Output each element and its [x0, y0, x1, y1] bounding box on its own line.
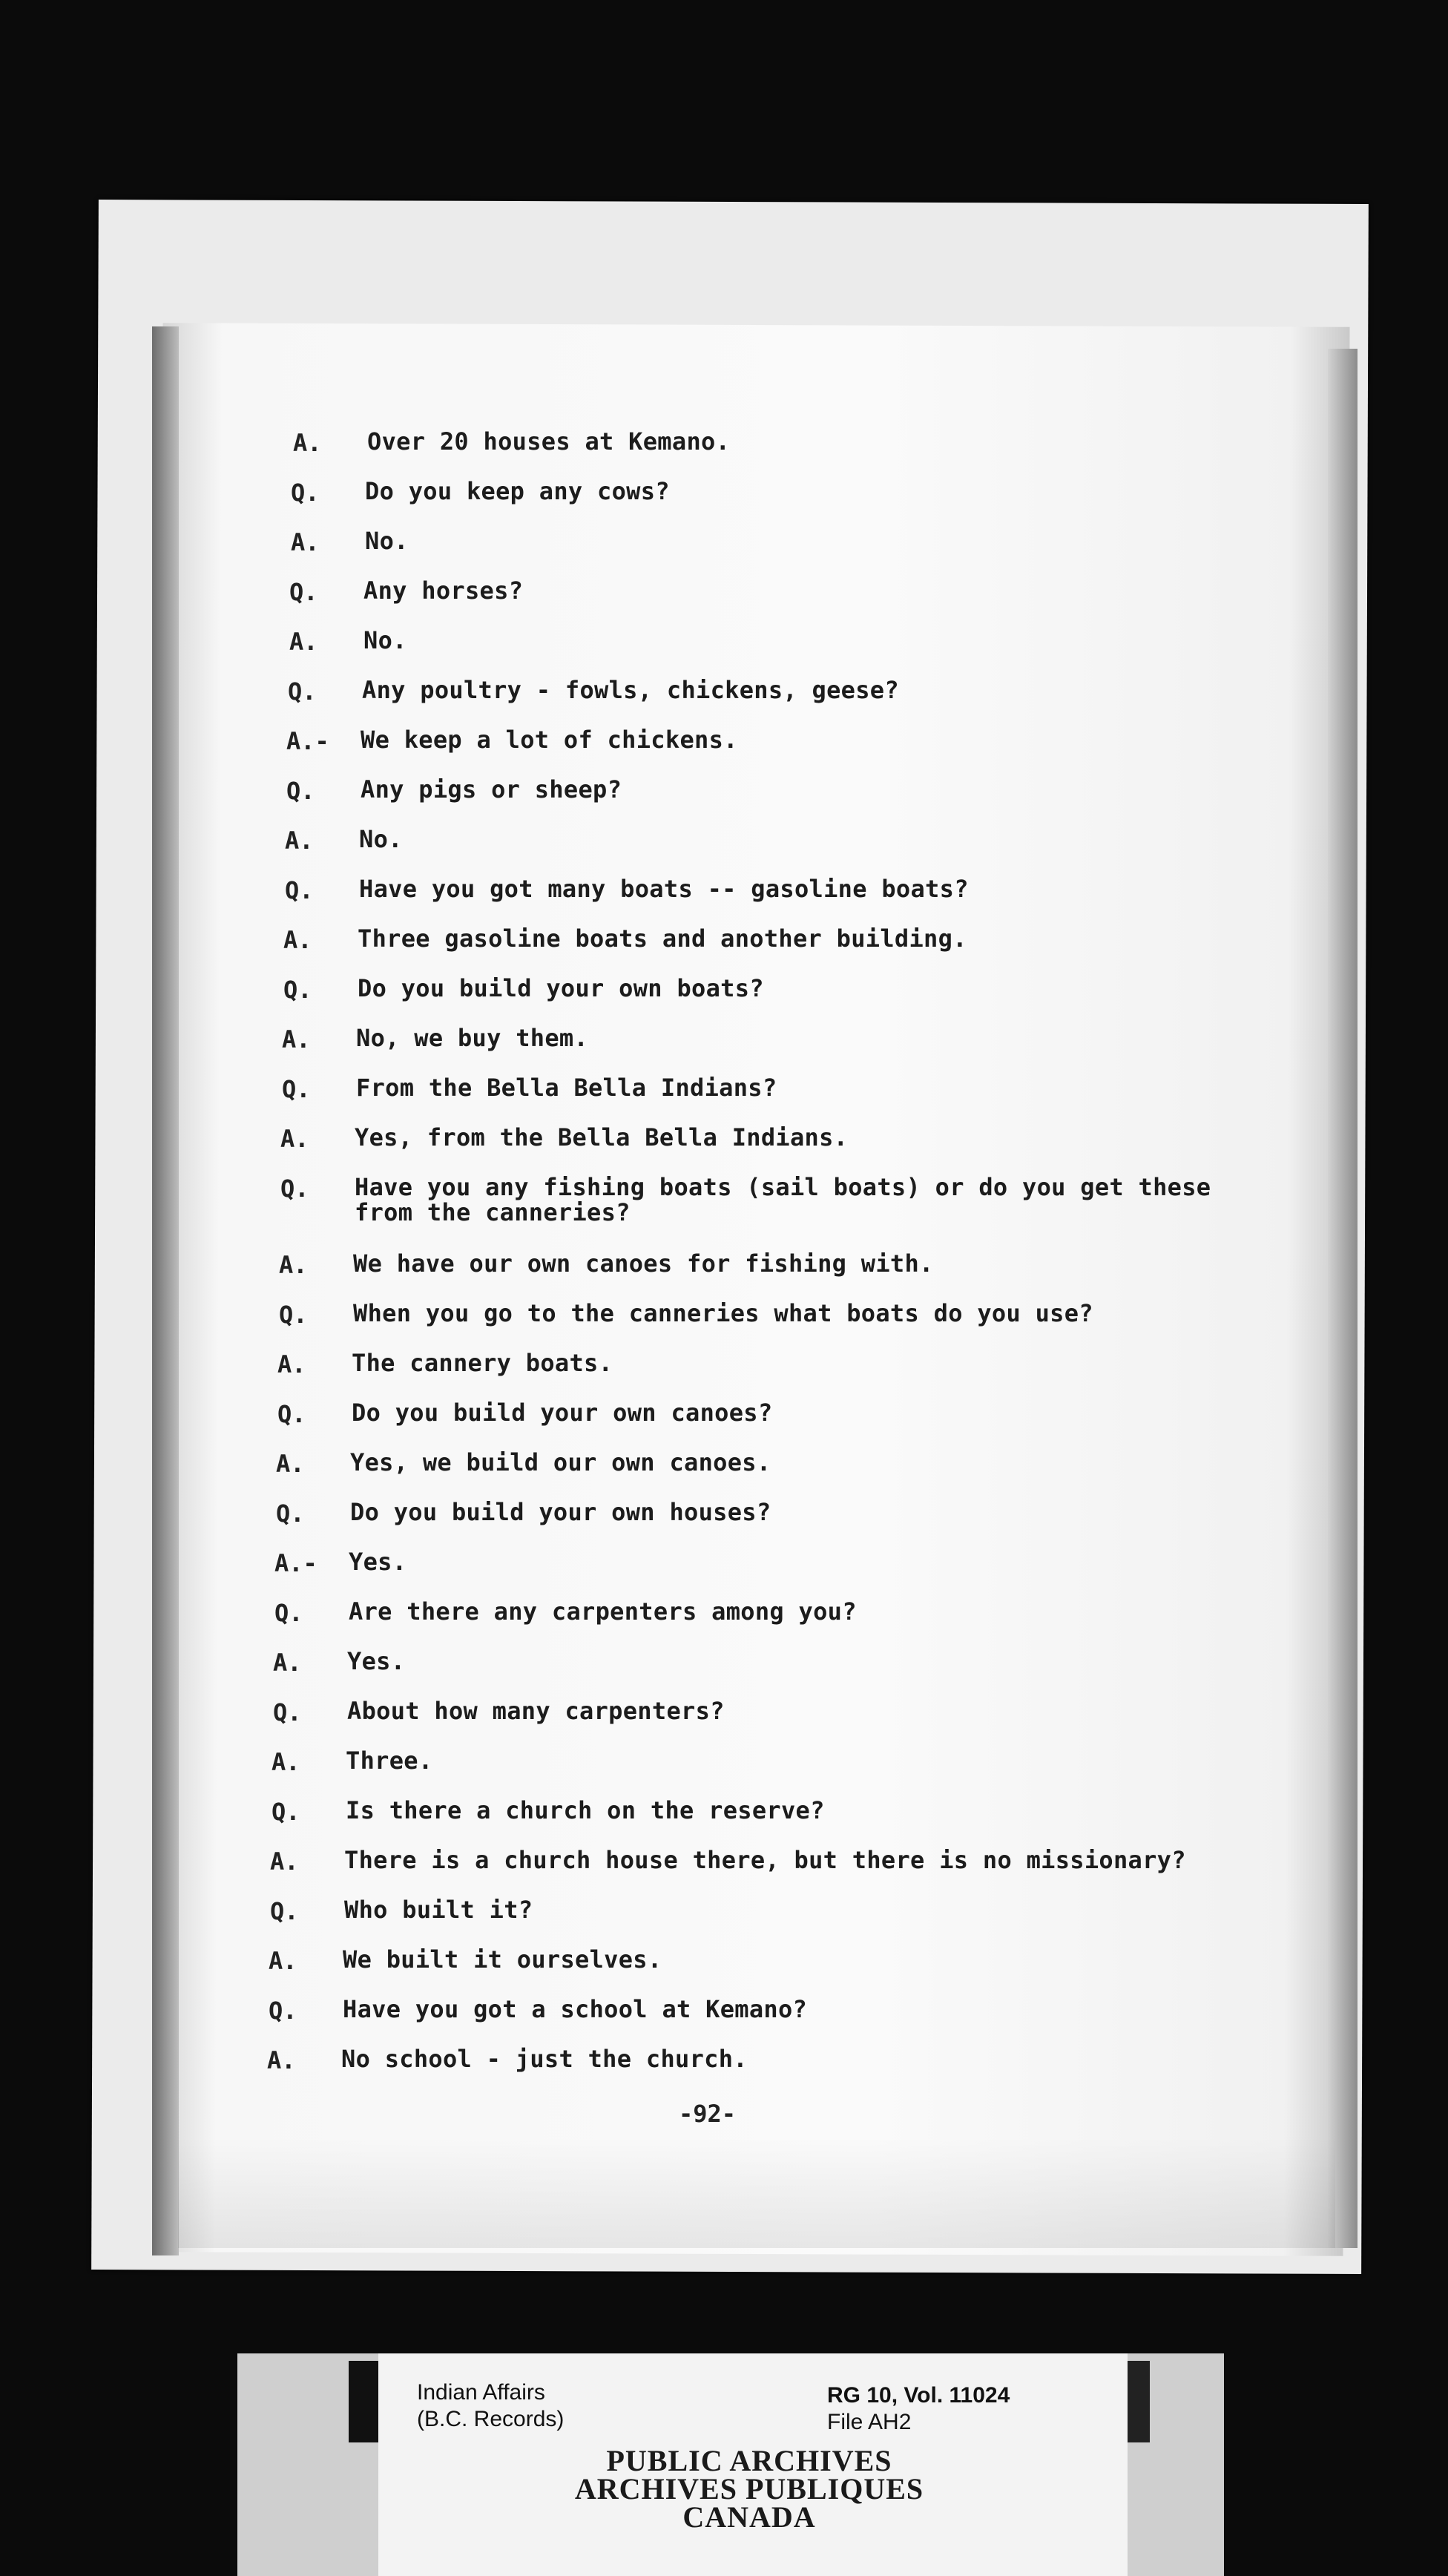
utterance: Are there any carpenters among you? — [349, 1597, 857, 1626]
record-group-reference: RG 10, Vol. 11024 — [827, 2383, 1010, 2408]
utterance: Any pigs or sheep? — [361, 775, 622, 804]
speaker-label: A. — [272, 1748, 300, 1776]
speaker-label: Q. — [269, 1997, 297, 2025]
utterance: Do you build your own houses? — [350, 1498, 771, 1526]
speaker-label: A.- — [286, 727, 329, 755]
speaker-label: A. — [293, 429, 322, 457]
speaker-label: A. — [267, 2046, 296, 2074]
utterance: We keep a lot of chickens. — [361, 726, 738, 754]
speaker-label: Q. — [282, 1075, 311, 1103]
speaker-label: Q. — [288, 677, 317, 706]
utterance: Who built it? — [344, 1896, 533, 1924]
speaker-label: Q. — [286, 777, 315, 805]
transcript-line — [273, 1649, 405, 1678]
speaker-label: A. — [291, 528, 320, 556]
utterance: Three gasoline boats and another building. — [358, 924, 967, 953]
transcript-line — [283, 976, 764, 1005]
speaker-label: A. — [273, 1649, 302, 1677]
speaker-label: Q. — [273, 1698, 302, 1726]
transcript-line — [274, 1599, 857, 1629]
transcript-line — [269, 1947, 662, 1977]
speaker-label: A. — [269, 1947, 297, 1975]
transcript-line — [279, 1251, 934, 1281]
transcript-line — [285, 827, 403, 856]
utterance: We have our own canoes for fishing with. — [353, 1249, 934, 1278]
utterance: There is a church house there, but there is no missionary? — [344, 1846, 1186, 1874]
transcript-line — [269, 1997, 807, 2026]
utterance: Do you keep any cows? — [365, 477, 670, 505]
transcript-line — [277, 1400, 772, 1430]
utterance: The cannery boats. — [352, 1349, 613, 1377]
speaker-label: Q. — [277, 1400, 306, 1428]
archive-stamp-line: PUBLIC ARCHIVES — [606, 2444, 892, 2477]
speaker-label: Q. — [289, 578, 318, 606]
transcript-line — [280, 1174, 1211, 1234]
utterance: Yes, we build our own canoes. — [350, 1448, 771, 1476]
speaker-label: Q. — [274, 1599, 303, 1627]
speaker-label: Q. — [285, 876, 314, 904]
speaker-label: A. — [270, 1847, 299, 1876]
transcript-line — [288, 677, 899, 707]
speaker-label: Q. — [280, 1174, 309, 1203]
transcript-line — [273, 1698, 725, 1728]
speaker-label: Q. — [270, 1897, 299, 1925]
utterance: Is there a church on the reserve? — [346, 1796, 825, 1824]
transcript-line — [270, 1897, 533, 1927]
utterance: No school - just the church. — [341, 2045, 748, 2073]
transcript-line — [276, 1499, 771, 1529]
utterance: Yes, from the Bella Bella Indians. — [355, 1123, 849, 1151]
speaker-label: A. — [282, 1025, 311, 1054]
page-number: -92- — [679, 2100, 737, 2128]
speaker-label: A. — [279, 1251, 308, 1279]
speaker-label: Q. — [272, 1798, 300, 1826]
transcript-line — [267, 2046, 748, 2076]
utterance: Have you got many boats -- gasoline boats? — [359, 875, 969, 903]
transcript-line — [293, 429, 730, 459]
archive-stamp-line: ARCHIVES PUBLIQUES — [574, 2472, 924, 2506]
speaker-label: Q. — [276, 1499, 305, 1528]
utterance: When you go to the canneries what boats do you use? — [353, 1299, 1093, 1327]
transcript-line — [286, 727, 738, 757]
transcript-line — [272, 1798, 825, 1827]
label-shadow-right — [1128, 2361, 1150, 2442]
utterance: Yes. — [349, 1548, 407, 1576]
utterance: We built it ourselves. — [343, 1945, 662, 1974]
utterance: Have you any fishing boats (sail boats) or do you get these from the canneries? — [355, 1173, 1211, 1226]
utterance: About how many carpenters? — [347, 1697, 725, 1725]
transcript-line — [274, 1549, 407, 1579]
transcript-line — [276, 1450, 771, 1479]
transcript-line — [270, 1847, 1186, 1877]
speaker-label: A. — [276, 1450, 305, 1478]
utterance: Do you build your own boats? — [358, 974, 764, 1002]
speaker-label: A. — [289, 628, 318, 656]
speaker-label: Q. — [291, 479, 320, 507]
speaker-label: A. — [280, 1125, 309, 1153]
speaker-label: A. — [285, 827, 314, 855]
speaker-label: A. — [283, 926, 312, 954]
archive-stamp-line: CANADA — [682, 2500, 816, 2534]
utterance: Have you got a school at Kemano? — [343, 1995, 808, 2023]
transcript-line — [285, 876, 969, 906]
transcript-line — [291, 479, 670, 508]
collection-name: Indian Affairs — [417, 2380, 545, 2405]
utterance: No. — [365, 527, 409, 555]
transcript-line — [279, 1301, 1093, 1330]
transcript-line — [280, 1125, 848, 1154]
transcript-line — [277, 1350, 613, 1380]
utterance: Any poultry - fowls, chickens, geese? — [362, 676, 899, 704]
transcript-line — [286, 777, 622, 806]
transcript-line — [282, 1075, 777, 1105]
transcript-line — [272, 1748, 432, 1778]
transcript-line — [289, 578, 523, 608]
speaker-label: A. — [277, 1350, 306, 1379]
transcript-line — [291, 528, 409, 558]
speaker-label: A.- — [274, 1549, 317, 1577]
transcript-line — [282, 1025, 588, 1055]
speaker-label: Q. — [283, 976, 312, 1004]
transcript-line — [283, 926, 967, 956]
utterance: No, we buy them. — [356, 1024, 589, 1052]
utterance: Do you build your own canoes? — [352, 1399, 773, 1427]
label-shadow-left — [349, 2361, 378, 2442]
speaker-label: Q. — [279, 1301, 308, 1329]
utterance: Over 20 houses at Kemano. — [367, 427, 731, 456]
utterance: Any horses? — [363, 576, 524, 605]
utterance: Three. — [346, 1747, 433, 1775]
utterance: From the Bella Bella Indians? — [356, 1074, 777, 1102]
utterance: No. — [359, 825, 403, 853]
utterance: Yes. — [347, 1647, 406, 1675]
transcript-line — [289, 628, 407, 657]
file-reference: File AH2 — [827, 2410, 912, 2434]
collection-subtitle: (B.C. Records) — [417, 2407, 565, 2431]
utterance: No. — [363, 626, 407, 654]
